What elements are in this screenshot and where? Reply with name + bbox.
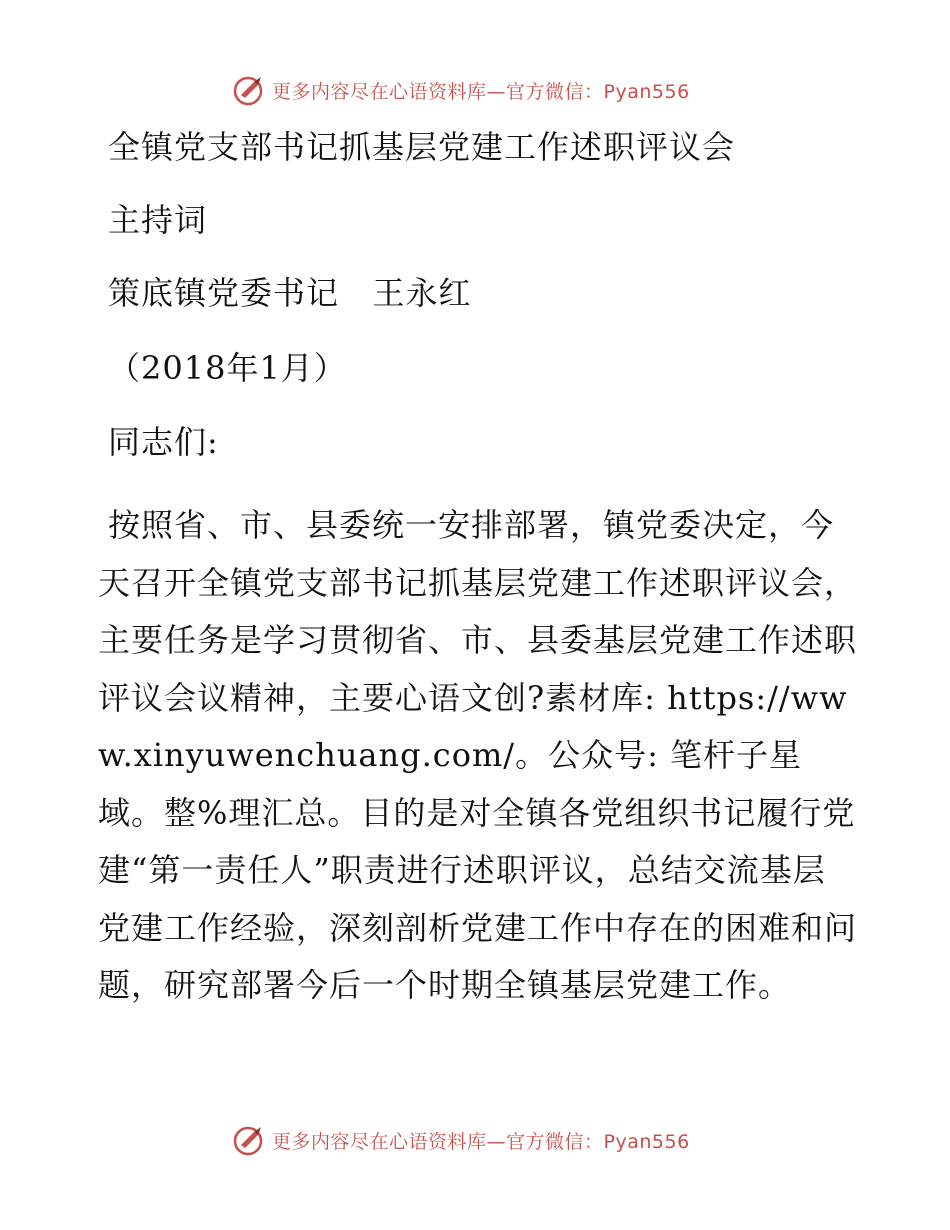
salutation: 同志们: (108, 423, 219, 461)
date-line: （2018年1月） (108, 349, 347, 387)
pen-circle-logo-icon (232, 73, 266, 107)
banner-text: 更多内容尽在心语资料库—官方微信：Pyan556 (272, 1130, 690, 1153)
banner-text: 更多内容尽在心语资料库—官方微信：Pyan556 (272, 80, 690, 103)
pen-circle-logo-icon (232, 1123, 266, 1157)
footer-banner (232, 1120, 690, 1160)
header-banner (232, 70, 690, 110)
body-paragraph: 按照省、市、县委统一安排部署，镇党委决定，今天召开全镇党支部书记抓基层党建工作述职评议会，主要任务是学习贯彻省、市、县委基层党建工作述职评议会议精神，主要心语文创?素材库: https://www.xinyuwenchuang.com/。公众号: 笔杆子星域。整%理汇总。目的是对全镇各党组织书记履行党建“第一责任人”职责进行述职评议，总结交流基层党建工作经验，深刻剖析党建工作中存在的困难和问题，研究部署今后一个时期全镇基层党建工作。 (98, 506, 858, 1004)
document-subtitle: 主持词 (108, 201, 208, 239)
speaker-line: 策底镇党委书记 王永红 (108, 274, 472, 312)
document-title: 全镇党支部书记抓基层党建工作述职评议会 (108, 128, 736, 166)
